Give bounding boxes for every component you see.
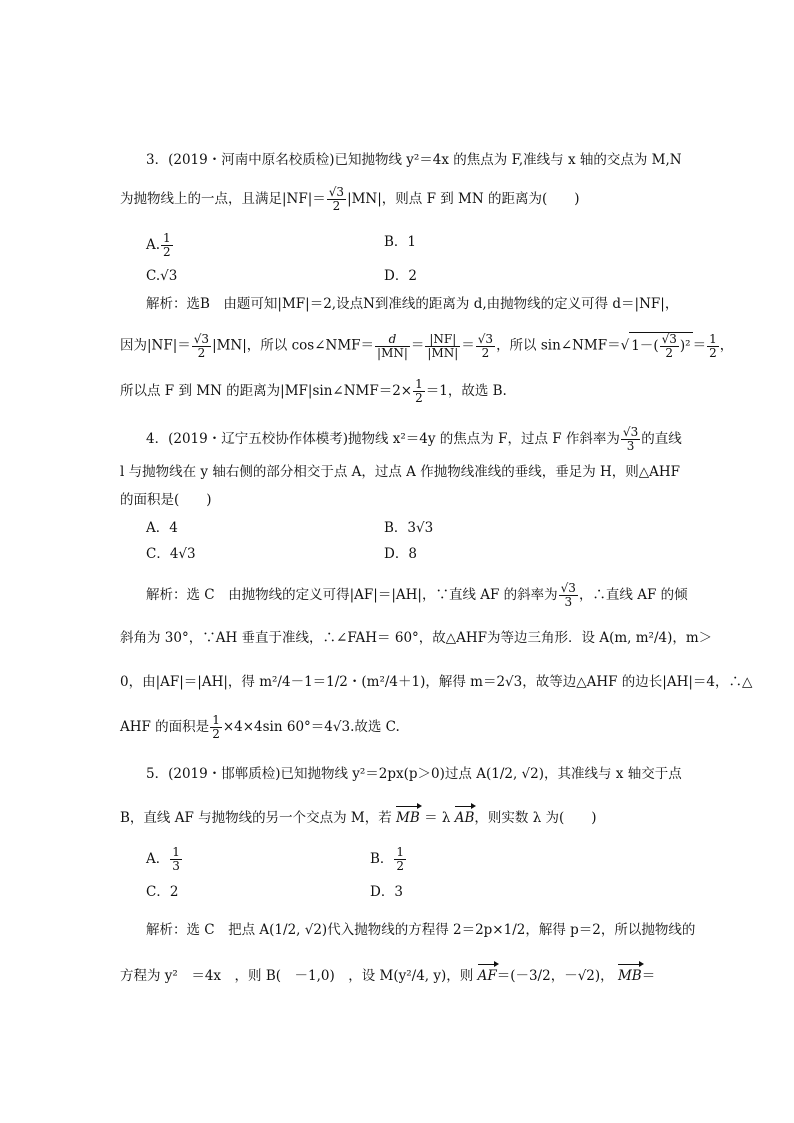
q3-analysis-line2: 因为|NF|＝ $\frac{√3}{2}$ |MN|，所以 cos∠NMF＝ $\frac{d}{|MN|}$ ＝ $\frac{|NF|}{|MN|}$ ＝ $\frac{√3}{2}$ ，所以 sin∠NMF＝√ 1－( $\frac{√3}{2}$ )² ＝ $\frac{1}{2}$ ， [120,331,734,360]
q4-option-a: A．4 [146,520,178,536]
q3-analysis-line3: 所以点 F 到 MN 的距离为|MF|sin∠NMF＝2× $\frac{1}{2}$ ＝1，故选 B. [120,377,507,405]
fraction-sqrt3-over-2: $\frac{√3}{2}$ [328,185,345,213]
q5-option-a: A． $\frac{1}{3}$ [146,845,180,873]
q5-stem-line1: 5．(2019・邯郸质检)已知抛物线 y²＝2px(p＞0)过点 A(1/2, √2)，其准线与 x 轴交于点 [146,766,682,782]
q5-analysis-line2: 方程为 y² ＝4x ，则 B( －1,0) ，设 M(y²/4, y)，则 AF＝(－3/2，－√2)， MB＝ [120,964,680,986]
q5-option-b: B． $\frac{1}{2}$ [370,845,405,873]
q4-option-b: B．3√3 [384,520,434,536]
q3-option-c: C.√3 [146,268,178,284]
q3-option-d: D．2 [384,268,417,284]
q4-analysis-line1: 解析：选 C 由抛物线的定义可得|AF|＝|AH|，∵直线 AF 的斜率为 $\frac{√3}{3}$ ，∴直线 AF 的倾 [146,581,688,609]
q4-option-d: D．8 [384,546,417,562]
q4-analysis-line3: 0，由|AF|＝|AH|，得 m²/4－1＝1/2・(m²/4＋1)，解得 m＝2√3，故等边△AHF 的边长|AH|＝4，∴△ [120,674,753,690]
q3-analysis-line1: 解析：选B 由题可知|MF|＝2,设点N到准线的距离为 d,由抛物线的定义可得 d＝|NF|， [146,296,679,312]
q4-option-c: C．4√3 [146,546,196,562]
q5-stem-line2: B，直线 AF 与抛物线的另一个交点为 M，若 MB ＝ λ AB，则实数 λ 为( ) [120,806,680,828]
vector-af: AF [478,964,497,986]
q5-option-c: C．2 [146,884,179,900]
sqrt-expression: 1－( $\frac{√3}{2}$ )² [631,332,691,360]
q5-analysis-line1: 解析：选 C 把点 A(1/2, √2)代入抛物线的方程得 2＝2p×1/2，解得 p＝2，所以抛物线的 [146,922,696,938]
vector-mb: MB [396,806,420,828]
q3-option-a: A. $\frac{1}{2}$ [146,231,171,259]
q4-analysis-line4: AHF 的面积是 $\frac{1}{2}$ ×4×4sin 60°＝4√3.故选 C. [120,713,400,741]
q3-stem-line2: 为抛物线上的一点，且满足|NF|＝ $\frac{√3}{2}$ |MN|，则点 F 到 MN 的距离为( ) [120,185,580,213]
q4-analysis-line2: 斜角为 30°，∵AH 垂直于准线，∴∠FAH＝ 60°，故△AHF为等边三角形．设 A(m, m²/4)，m＞ [120,630,713,646]
q3-option-b: B．1 [384,234,417,250]
vector-ab: AB [455,806,475,828]
q5-option-d: D．3 [370,884,403,900]
q4-stem-line1: 4．(2019・辽宁五校协作体模考)抛物线 x²＝4y 的焦点为 F，过点 F 作斜率为 $\frac{√3}{3}$ 的直线 [146,425,682,453]
q4-stem-line2: l 与抛物线在 y 轴右侧的部分相交于点 A，过点 A 作抛物线准线的垂线，垂足为 H，则△AHF [120,464,681,480]
q4-stem-line3: 的面积是( ) [120,492,212,508]
vector-mb-2: MB [618,964,642,986]
q3-stem-line1: 3．(2019・河南中原名校质检)已知抛物线 y²＝4x 的焦点为 F,准线与 x 轴的交点为 M,N [146,152,682,168]
